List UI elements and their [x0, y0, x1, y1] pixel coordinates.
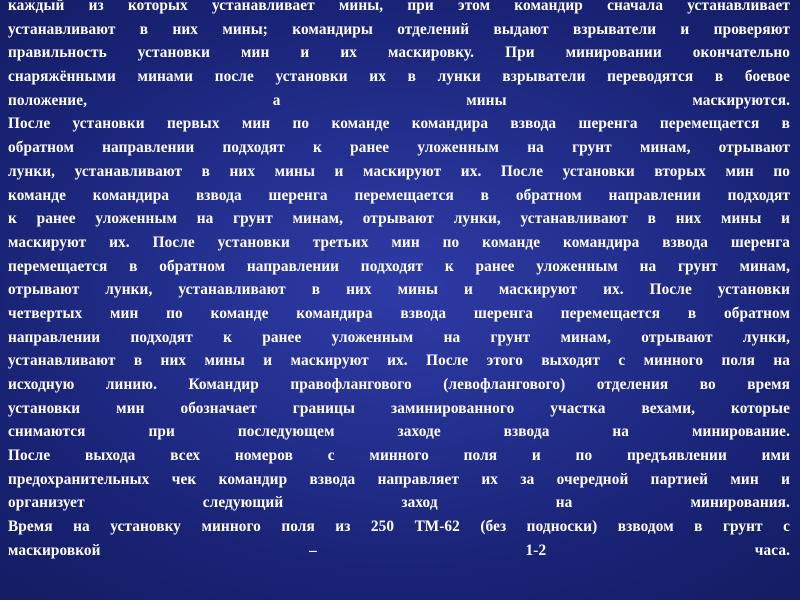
text-line: устанавливают в них мины; командиры отделений выдают взрыватели и проверяют — [8, 20, 790, 38]
text-line: направлении подходят к ранее уложенным на грунт минам, отрывают лунки, — [8, 328, 790, 346]
text-line: маскируют их. После установки третьих мин по команде командира взвода шеренга — [8, 233, 790, 251]
text-line: правильность установки мин и их маскировку. При минировании окончательно — [8, 44, 790, 62]
text-line: маскировкой – 1-2 часа. — [8, 541, 790, 559]
text-line: предохранительных чек командир взвода направляет их за очередной партией мин и — [8, 470, 790, 488]
text-line: снаряжёнными минами после установки их в лунки взрыватели переводятся в боевое — [8, 68, 790, 86]
text-line: После установки первых мин по команде командира взвода шеренга перемещается в — [8, 115, 790, 133]
text-line: отрывают лунки, устанавливают в них мины и маскируют их. После установки — [8, 281, 790, 299]
text-line: исходную линию. Командир правофлангового (левофлангового) отделения во время — [8, 376, 790, 393]
text-line: снимаются при последующем заходе взвода на минирование. — [8, 423, 790, 441]
text-line: Время на установку минного поля из 250 ТМ-62 (без подноски) взводом в грунт с — [8, 518, 790, 536]
text-line: каждый из которых устанавливает мины, при этом командир сначала устанавливает — [8, 0, 790, 14]
text-line: к ранее уложенным на грунт минам, отрывают лунки, устанавливают в них мины и — [8, 210, 790, 228]
text-line: устанавливают в них мины и маскируют их. После этого выходят с минного поля на — [8, 352, 790, 370]
text-line: лунки, устанавливают в них мины и маскируют их. После установки вторых мин по — [8, 162, 790, 180]
text-line: команде командира взвода шеренга перемещается в обратном направлении подходят — [8, 186, 790, 204]
body-text — [8, 0, 790, 563]
text-line: перемещается в обратном направлении подходят к ранее уложенным на грунт минам, — [8, 257, 790, 275]
text-line: организует следующий заход на минирования. — [8, 494, 790, 512]
text-line: После выхода всех номеров с минного поля и по предъявлении ими — [8, 447, 790, 465]
text-line: положение, а мины маскируются. — [8, 91, 790, 109]
text-line: обратном направлении подходят к ранее уложенным на грунт минам, отрывают — [8, 139, 790, 157]
text-line: четвертых мин по команде командира взвода шеренга перемещается в обратном — [8, 304, 790, 322]
text-line: установки мин обозначает границы заминированного участка вехами, которые — [8, 399, 790, 417]
